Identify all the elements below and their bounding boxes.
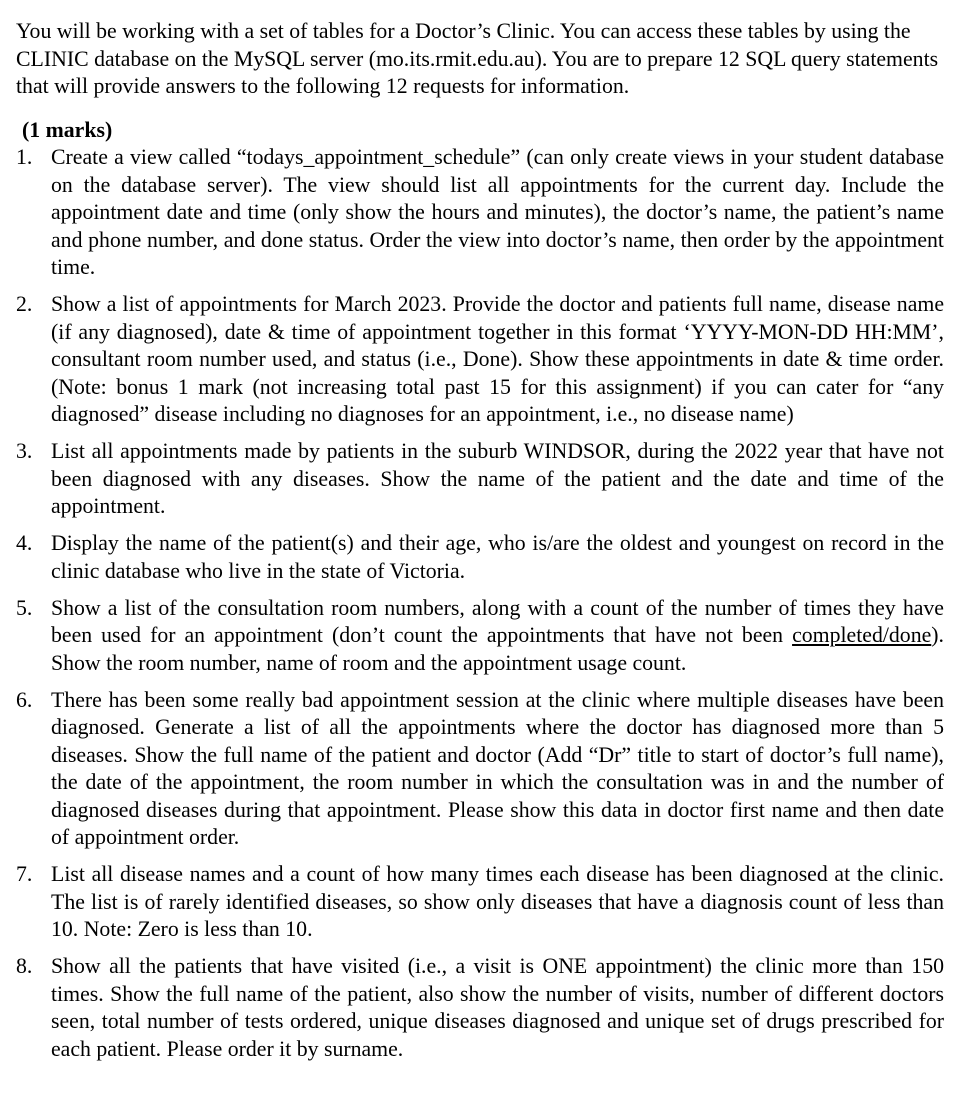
marks-label: (1 marks) — [22, 117, 113, 142]
assignment-document — [16, 18, 944, 1073]
question-number: 4. — [16, 531, 33, 555]
question-text: Create a view called “todays_appointment_schedule” (can only create views in your student database on the database server). The view should list all appointments for the current day. Include the appointment date and time (only show the hours and minutes), the doctor’s name, the patient’s name and phone number, and done status. Order the view into doctor’s name, then order by the appointment time. — [51, 145, 944, 279]
question-number: 3. — [16, 439, 33, 463]
question-item-1 — [16, 144, 944, 282]
question-number: 8. — [16, 954, 33, 978]
intro-paragraph: You will be working with a set of tables for a Doctor’s Clinic. You can access these tables by using the CLINIC database on the MySQL server (mo.its.rmit.edu.au). You are to prepare 12 SQL query statements that will provide answers to the following 12 requests for information. — [16, 19, 939, 98]
question-text-continued: ). Show the room number, name of room and the appointment usage count. — [51, 623, 944, 675]
question-item-4 — [16, 530, 944, 585]
question-item-6 — [16, 687, 944, 852]
question-number: 2. — [16, 292, 33, 316]
question-item-8 — [16, 953, 944, 1063]
question-number: 7. — [16, 862, 33, 886]
question-number: 6. — [16, 687, 33, 712]
question-item-3 — [16, 438, 944, 521]
question-text: Show a list of appointments for March 2023. Provide the doctor and patients full name, disease name (if any diagnosed), date & time of appointment together in this format ‘YYYY-MON-DD HH:MM’, consultant room number used, and status (i.e., Done). Show these appointments in date & time order. (Note: bonus 1 mark (not increasing total past 15 for this assignment) if you can cater for “any diagnosed” disease including no diagnoses for an appointment, i.e., no disease name) — [51, 292, 944, 426]
question-text: Display the name of the patient(s) and their age, who is/are the oldest and youngest on record in the clinic database who live in the state of Victoria. — [51, 531, 944, 583]
question-text: List all appointments made by patients in the suburb WINDSOR, during the 2022 year that have not been diagnosed with any diseases. Show the name of the patient and the date and time of the appointment. — [51, 439, 944, 518]
question-number: 5. — [16, 595, 33, 620]
question-item-7 — [16, 861, 944, 944]
question-item-2 — [16, 291, 944, 429]
question-text: Show a list of the consultation room numbers, along with a count of the number of times they have been used for an appointment (don’t count the appointments that have not been — [51, 595, 944, 647]
question-text: Show all the patients that have visited (i.e., a visit is ONE appointment) the clinic more than 150 times. Show the full name of the patient, also show the number of visits, number of different doctors seen, total number of tests ordered, unique diseases diagnosed and unique set of drugs prescribed for each patient. Please order it by surname. — [51, 954, 944, 1061]
question-number: 1. — [16, 145, 33, 169]
underlined-text: completed/done — [792, 623, 932, 647]
question-text: List all disease names and a count of how many times each disease has been diagnosed at the clinic. The list is of rarely identified diseases, so show only diseases that have a diagnosis count of less than 10. Note: Zero is less than 10. — [51, 862, 944, 941]
question-text: There has been some really bad appointment session at the clinic where multiple diseases have been diagnosed. Generate a list of all the appointments where the doctor has diagnosed more than 5 diseases. Show the full name of the patient and doctor (Add “Dr” title to start of doctor’s full name), the date of the appointment, the room number in which the consultation was in and the number of diagnosed diseases during that appointment. Please show this data in doctor first name and then date of appointment order. — [51, 687, 944, 849]
question-item-5 — [16, 595, 944, 678]
question-list — [16, 144, 944, 1063]
